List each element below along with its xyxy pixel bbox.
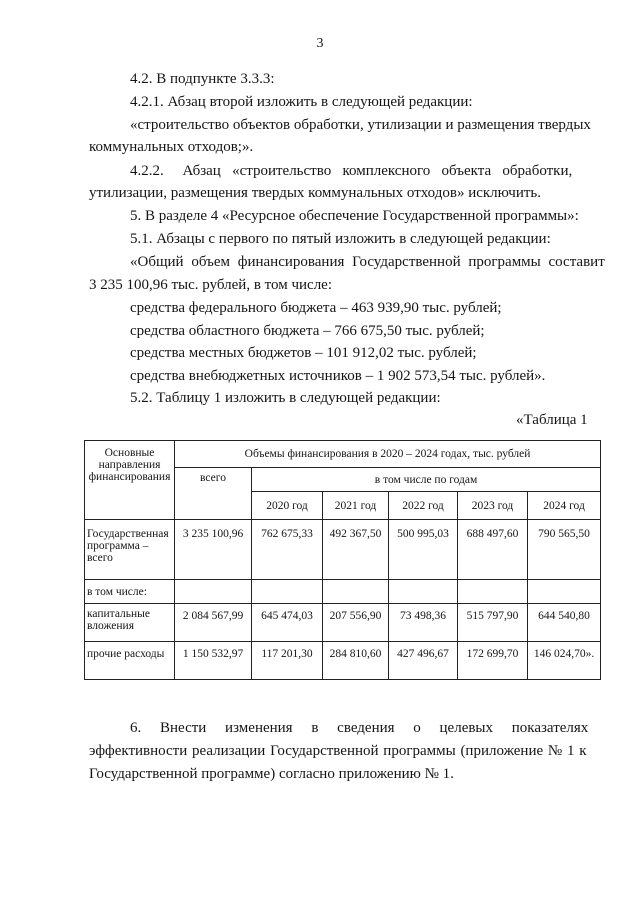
row-value: 500 995,03 xyxy=(389,520,458,580)
table-caption: «Таблица 1 xyxy=(516,412,588,428)
year-header-2024: 2024 год xyxy=(528,492,601,520)
row-value: 427 496,67 xyxy=(389,642,458,680)
paragraph-6-line1: 6. Внести изменения в сведения о целевых показателях xyxy=(130,720,589,736)
paragraph-local: средства местных бюджетов – 101 912,02 тыс. рублей; xyxy=(130,345,477,361)
paragraph-5-2: 5.2. Таблицу 1 изложить в следующей редакции: xyxy=(130,390,441,406)
row-value xyxy=(252,580,323,604)
row-value xyxy=(323,580,389,604)
paragraph-federal: средства федерального бюджета – 463 939,90 тыс. рублей; xyxy=(130,300,502,316)
paragraph-total-line2: 3 235 100,96 тыс. рублей, в том числе: xyxy=(89,277,333,293)
year-header-2023: 2023 год xyxy=(458,492,528,520)
paragraph-quote-line1: «строительство объектов обработки, утилизации и размещения твердых xyxy=(130,117,591,133)
table-row xyxy=(85,520,601,580)
paragraph-6-line3: Государственной программе) согласно приложению № 1. xyxy=(89,766,454,782)
row-value: 207 556,90 xyxy=(323,604,389,642)
header-by-years-cell: в том числе по годам xyxy=(252,468,601,492)
row-value xyxy=(458,580,528,604)
row-value: 790 565,50 xyxy=(528,520,601,580)
row-value: 492 367,50 xyxy=(323,520,389,580)
row-value: 146 024,70». xyxy=(528,642,601,680)
row-total: 1 150 532,97 xyxy=(175,642,252,680)
row-total xyxy=(175,580,252,604)
row-value: 762 675,33 xyxy=(252,520,323,580)
row-label: Государственная программа – всего xyxy=(85,520,175,580)
year-header-2020: 2020 год xyxy=(252,492,323,520)
page-number: 3 xyxy=(316,36,324,51)
row-value: 645 474,03 xyxy=(252,604,323,642)
paragraph-6-line2: эффективности реализации Государственной программы (приложение № 1 к xyxy=(89,743,587,759)
paragraph-extrabudget: средства внебюджетных источников – 1 902 573,54 тыс. рублей». xyxy=(130,368,546,384)
paragraph-4-2-2-line1: 4.2.2. Абзац «строительство комплексного объекта обработки, xyxy=(130,163,573,179)
header-total-cell: всего xyxy=(175,468,252,520)
paragraph-4-2-1: 4.2.1. Абзац второй изложить в следующей редакции: xyxy=(130,94,473,110)
row-value: 688 497,60 xyxy=(458,520,528,580)
paragraph-total-line1: «Общий объем финансирования Государственной программы составит xyxy=(130,254,605,270)
paragraph-4-2-2-line2: утилизации, размещения твердых коммунальных отходов» исключить. xyxy=(89,185,542,201)
row-total: 2 084 567,99 xyxy=(175,604,252,642)
row-value: 117 201,30 xyxy=(252,642,323,680)
row-label: капитальные вложения xyxy=(85,604,175,642)
row-total: 3 235 100,96 xyxy=(175,520,252,580)
year-header-2021: 2021 год xyxy=(323,492,389,520)
row-label: прочие расходы xyxy=(85,642,175,680)
row-value: 284 810,60 xyxy=(323,642,389,680)
year-header-2022: 2022 год xyxy=(389,492,458,520)
paragraph-5: 5. В разделе 4 «Ресурсное обеспечение Государственной программы»: xyxy=(130,208,579,224)
paragraph-4-2: 4.2. В подпункте 3.3.3: xyxy=(130,71,275,87)
financing-table xyxy=(84,440,601,680)
paragraph-regional: средства областного бюджета – 766 675,50 тыс. рублей; xyxy=(130,323,485,339)
row-value xyxy=(528,580,601,604)
table-row xyxy=(85,580,601,604)
row-value: 515 797,90 xyxy=(458,604,528,642)
header-volumes-cell: Объемы финансирования в 2020 – 2024 годах, тыс. рублей xyxy=(175,441,601,468)
row-label: в том числе: xyxy=(85,580,175,604)
paragraph-5-1: 5.1. Абзацы с первого по пятый изложить в следующей редакции: xyxy=(130,231,551,247)
row-value xyxy=(389,580,458,604)
row-value: 172 699,70 xyxy=(458,642,528,680)
table-row xyxy=(85,604,601,642)
paragraph-quote-line2: коммунальных отходов;». xyxy=(89,139,254,155)
header-main-cell: Основные направления финансирования xyxy=(85,441,175,520)
row-value: 73 498,36 xyxy=(389,604,458,642)
row-value: 644 540,80 xyxy=(528,604,601,642)
table-row xyxy=(85,642,601,680)
